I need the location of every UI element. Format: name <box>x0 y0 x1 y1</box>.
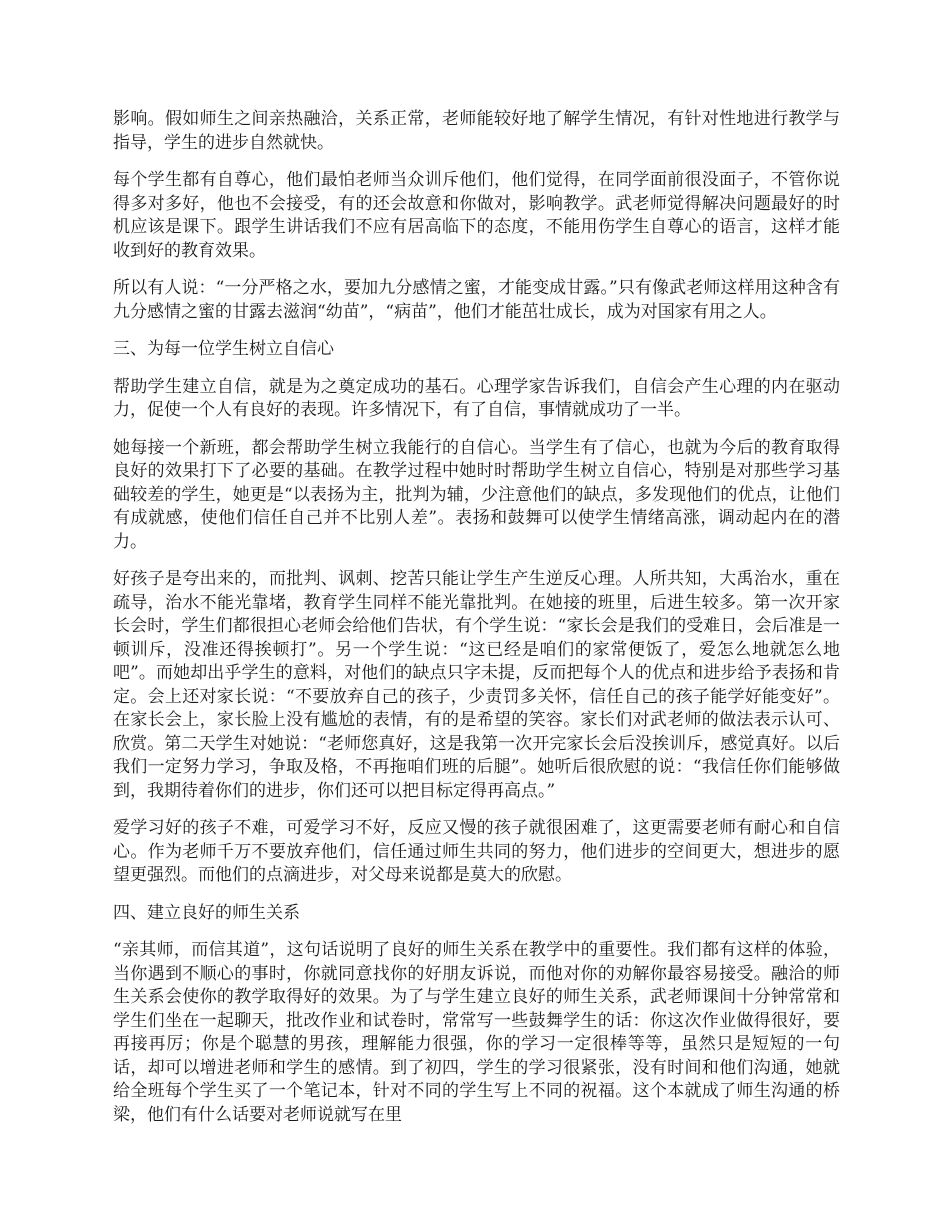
paragraph-new-class: 她每接一个新班，都会帮助学生树立我能行的自信心。当学生有了信心，也就为今后的教育取得良好的效果打下了必要的基础。在教学过程中她时时帮助学生树立自信心，特别是对那些学习基础较差的学生，她更是“以表扬为主，批判为辅，少注意他们的缺点，多发现他们的优点，让他们有成就感，使他们信任自己并不比别人差”。表扬和鼓舞可以使学生情绪高涨，调动起内在的潜力。 <box>113 437 840 552</box>
paragraph-patience: 爱学习好的孩子不难，可爱学习不好，反应又慢的孩子就很困难了，这更需要老师有耐心和自信心。作为老师千万不要放弃他们，信任通过师生共同的努力，他们进步的空间更大，想进步的愿望更强烈。而他们的点滴进步，对父母来说都是莫大的欣慰。 <box>113 818 840 885</box>
paragraph-parent-meeting: 好孩子是夸出来的，而批判、讽刺、挖苦只能让学生产生逆反心理。人所共知，大禹治水，重在疏导，治水不能光靠堵，教育学生同样不能光靠批判。在她接的班里，后进生较多。第一次开家长会时，学生们都很担心老师会给他们告状，有个学生说：“家长会是我们的受难日，会后准是一顿训斥，没准还得挨顿打”。另一个学生说：“这已经是咱们的家常便饭了，爱怎么地就怎么地吧”。而她却出乎学生的意料，对他们的缺点只字未提，反而把每个人的优点和进步给予表扬和肯定。会上还对家长说：“不要放弃自己的孩子，少责罚多关怀，信任自己的孩子能学好能变好”。在家长会上，家长脸上没有尴尬的表情，有的是希望的笑容。家长们对武老师的做法表示认可、欣赏。第二天学生对她说：“老师您真好，这是我第一次开完家长会后没挨训斥，感觉真好。以后我们一定努力学习，争取及格，不再拖咱们班的后腿”。她听后很欣慰的说：“我信任你们能够做到，我期待着你们的进步，你们还可以把目标定得再高点。” <box>113 569 840 801</box>
section-heading-3: 三、为每一位学生树立自信心 <box>113 339 334 359</box>
paragraph-continued-intro: 影响。假如师生之间亲热融洽，关系正常，老师能较好地了解学生情况，有针对性地进行教学与指导，学生的进步自然就快。 <box>113 109 840 153</box>
paragraph-confidence-foundation: 帮助学生建立自信，就是为之奠定成功的基石。心理学家告诉我们，自信会产生心理的内在驱动力，促使一个人有良好的表现。许多情况下，有了自信，事情就成功了一半。 <box>113 376 840 420</box>
document-page <box>113 108 840 1141</box>
section-heading-4: 四、建立良好的师生关系 <box>113 902 300 923</box>
paragraph-relationship: “亲其师，而信其道”，这句话说明了良好的师生关系在教学中的重要性。我们都有这样的体验，当你遇到不顺心的事时，你就同意找你的好朋友诉说，而他对你的劝解你最容易接受。融洽的师生关系会使你的教学取得好的效果。为了与学生建立良好的师生关系，武老师课间十分钟常常和学生们坐在一起聊天，批改作业和试卷时，常常写一些鼓舞学生的话：你这次作业做得很好，要再接再厉；你是个聪慧的男孩，理解能力很强，你的学习一定很棒等等，虽然只是短短的一句话，却可以增进老师和学生的感情。到了初四，学生的学习很紧张，没有时间和他们沟通，她就给全班每个学生买了一个笔记本，针对不同的学生写上不同的祝福。这个本就成了师生沟通的桥梁，他们有什么话要对老师说就写在里 <box>113 940 840 1125</box>
paragraph-self-esteem: 每个学生都有自尊心，他们最怕老师当众训斥他们，他们觉得，在同学面前很没面子，不管你说得多对多好，他也不会接受，有的还会故意和你做对，影响教学。武老师觉得解决问题最好的时机应该是课下。跟学生讲话我们不应有居高临下的态度，不能用伤学生自尊心的语言，这样才能收到好的教育效果。 <box>113 170 840 261</box>
paragraph-nectar-quote: 所以有人说：“一分严格之水，要加九分感情之蜜，才能变成甘露。”只有像武老师这样用这种含有九分感情之蜜的甘露去滋润“幼苗”，“病苗”，他们才能茁壮成长，成为对国家有用之人。 <box>113 278 840 322</box>
